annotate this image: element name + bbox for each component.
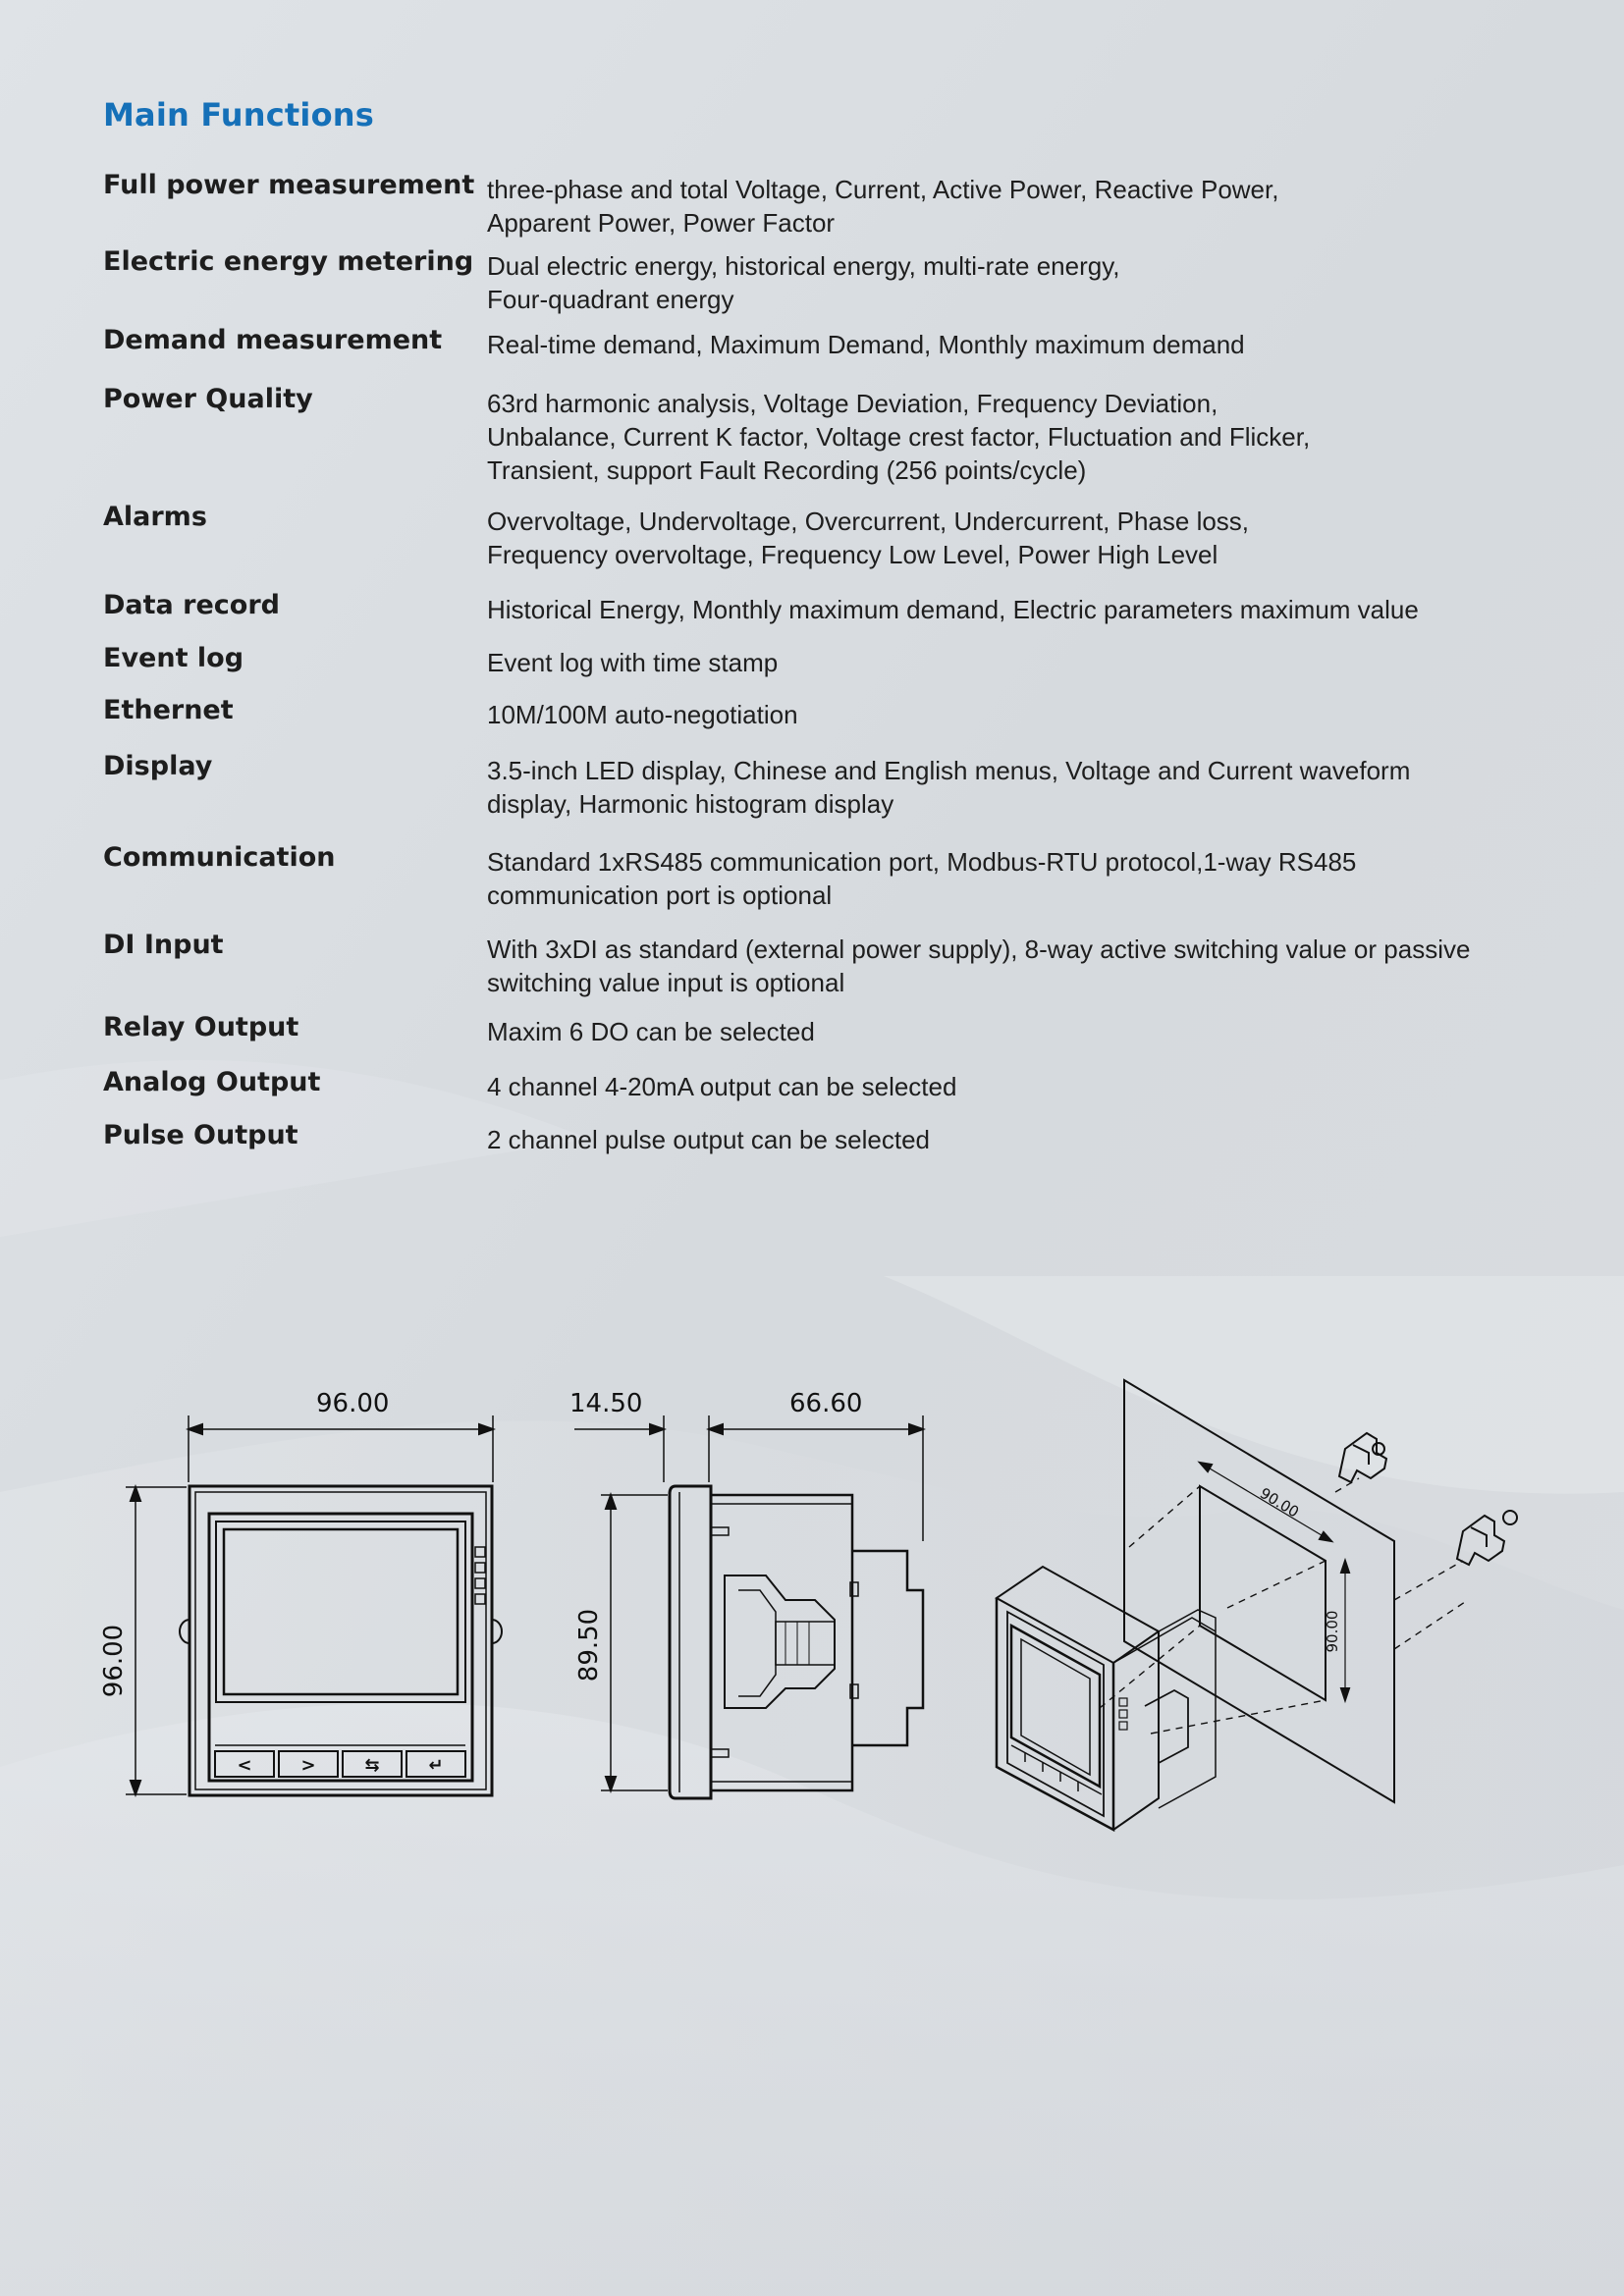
function-description-line: display, Harmonic histogram display — [487, 789, 894, 819]
function-description-line: Transient, support Fault Recording (256 points/cycle) — [487, 455, 1087, 485]
function-description-line: 10M/100M auto-negotiation — [487, 700, 798, 729]
function-description — [487, 1123, 1587, 1156]
function-description-line: 4 channel 4-20mA output can be selected — [487, 1072, 957, 1101]
function-label: Communication — [103, 842, 336, 873]
function-description-line: Frequency overvoltage, Frequency Low Level, Power High Level — [487, 540, 1218, 569]
function-description — [487, 249, 1587, 316]
function-description-line: three-phase and total Voltage, Current, Active Power, Reactive Power, — [487, 175, 1279, 204]
function-description — [487, 1015, 1587, 1048]
function-label: Data record — [103, 590, 280, 620]
function-description — [487, 328, 1587, 361]
function-label: Display — [103, 751, 213, 781]
panel-mount-drawing — [997, 1380, 1517, 1830]
mounting-clip-icon — [1339, 1433, 1386, 1482]
front-height-label: 96.00 — [99, 1624, 129, 1698]
function-description — [487, 173, 1587, 240]
function-description-line: Four-quadrant energy — [487, 285, 734, 314]
function-description-line: With 3xDI as standard (external power supply), 8-way active switching value or passive — [487, 934, 1471, 964]
front-view-drawing — [126, 1415, 502, 1795]
section-title: Main Functions — [103, 96, 375, 133]
function-description-line: Real-time demand, Maximum Demand, Monthly maximum demand — [487, 330, 1245, 359]
cutout-height-label: 90.00 — [1324, 1610, 1341, 1653]
function-description-line: Standard 1xRS485 communication port, Modbus-RTU protocol,1-way RS485 — [487, 847, 1357, 877]
function-description-line: Maxim 6 DO can be selected — [487, 1017, 815, 1046]
front-width-label: 96.00 — [316, 1389, 390, 1418]
function-description-line: 2 channel pulse output can be selected — [487, 1125, 931, 1154]
function-description-line: Event log with time stamp — [487, 648, 779, 677]
function-label: Demand measurement — [103, 325, 443, 355]
button-switch-label: ⇆ — [364, 1755, 380, 1776]
side-height-label: 89.50 — [574, 1608, 604, 1682]
function-label: Ethernet — [103, 695, 234, 725]
button-right-label: > — [300, 1755, 316, 1776]
function-description-line: Dual electric energy, historical energy, multi-rate energy, — [487, 251, 1120, 281]
function-description — [487, 698, 1587, 731]
function-description — [487, 1070, 1587, 1103]
function-description-line: switching value input is optional — [487, 968, 845, 997]
function-label: Pulse Output — [103, 1120, 298, 1150]
function-description-line: communication port is optional — [487, 881, 833, 910]
function-description-line: 3.5-inch LED display, Chinese and English menus, Voltage and Current waveform — [487, 756, 1411, 785]
function-label: Analog Output — [103, 1067, 321, 1097]
function-description — [487, 593, 1587, 626]
function-label: DI Input — [103, 930, 224, 960]
function-label: Electric energy metering — [103, 246, 474, 277]
function-description — [487, 505, 1587, 571]
function-description — [487, 387, 1587, 487]
function-label: Alarms — [103, 502, 207, 532]
button-enter-label: ↵ — [428, 1755, 444, 1776]
function-label: Relay Output — [103, 1012, 299, 1042]
function-description — [487, 646, 1587, 679]
function-description — [487, 754, 1587, 821]
button-left-label: < — [237, 1755, 252, 1776]
function-label: Power Quality — [103, 384, 313, 414]
function-label: Event log — [103, 643, 244, 673]
function-label: Full power measurement — [103, 170, 475, 200]
mounting-clip-icon — [1457, 1511, 1517, 1565]
front-button-labels — [237, 1755, 443, 1776]
function-description-line: Historical Energy, Monthly maximum demand, Electric parameters maximum value — [487, 595, 1419, 624]
function-description-line: Overvoltage, Undervoltage, Overcurrent, Undercurrent, Phase loss, — [487, 507, 1250, 536]
dimension-drawings — [0, 1355, 1624, 1865]
function-description-line: 63rd harmonic analysis, Voltage Deviation, Frequency Deviation, — [487, 389, 1218, 418]
side-depth-label: 66.60 — [789, 1389, 863, 1418]
function-description-line: Apparent Power, Power Factor — [487, 208, 836, 238]
side-view-drawing — [574, 1415, 923, 1798]
cutout-width-label: 90.00 — [1256, 1483, 1303, 1522]
function-description — [487, 933, 1587, 999]
function-description — [487, 845, 1587, 912]
side-bezel-label: 14.50 — [569, 1389, 643, 1418]
function-description-line: Unbalance, Current K factor, Voltage crest factor, Fluctuation and Flicker, — [487, 422, 1311, 452]
